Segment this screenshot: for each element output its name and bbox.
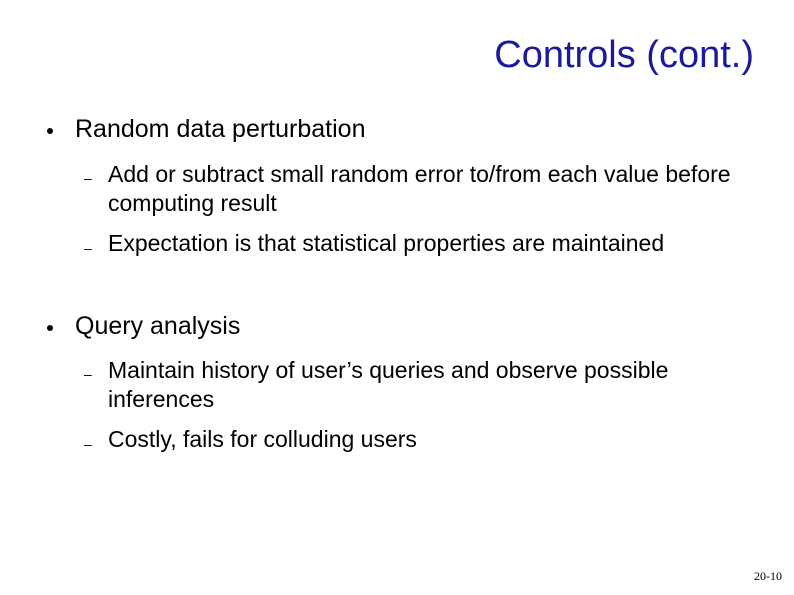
dash-bullet-icon: – — [84, 366, 92, 382]
dash-bullet-icon: – — [84, 170, 92, 186]
dash-bullet-icon: – — [84, 436, 92, 452]
sub-bullet-text: Costly, fails for colluding users — [108, 426, 417, 452]
bullet-dot-icon — [47, 128, 53, 134]
dash-bullet-icon: – — [84, 240, 92, 256]
bullet-text: Random data perturbation — [75, 115, 366, 143]
page-number: 20-10 — [754, 569, 782, 583]
slide-title: Controls (cont.) — [494, 34, 754, 76]
sub-bullet-text: Add or subtract small random error to/from each value before computing result — [108, 161, 731, 216]
bullet-dot-icon — [47, 325, 53, 331]
sub-bullet-text: Maintain history of user’s queries and observe possible inferences — [108, 357, 669, 412]
bullet-text: Query analysis — [75, 312, 241, 340]
sub-bullet-text: Expectation is that statistical properties are maintained — [108, 230, 665, 256]
